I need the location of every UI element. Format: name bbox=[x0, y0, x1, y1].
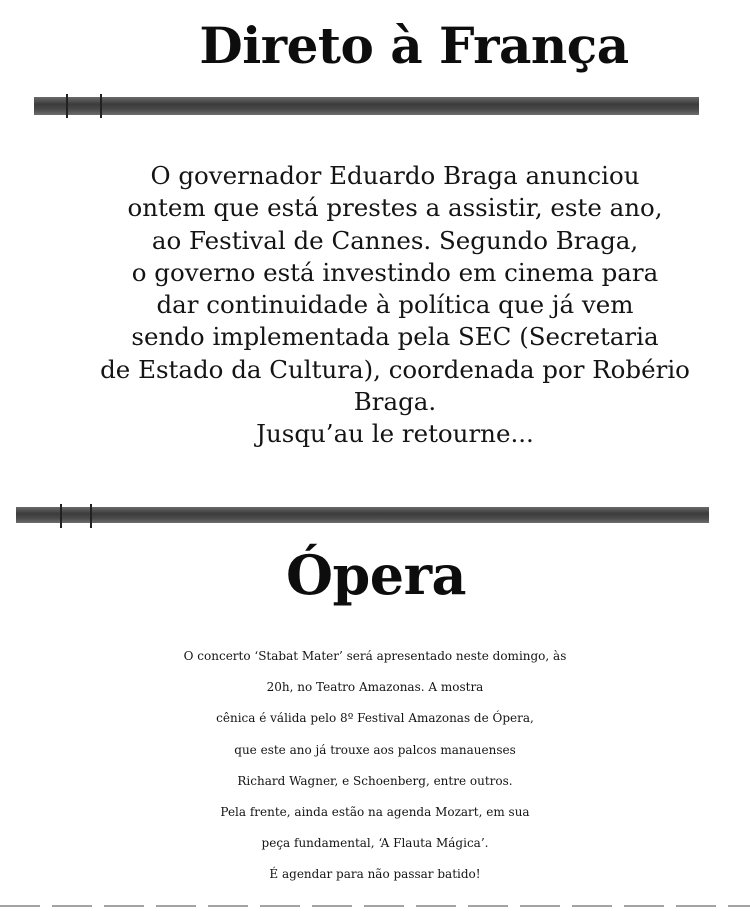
article-line: sendo implementada pela SEC (Secretaria bbox=[131, 322, 659, 352]
rule-tick-mark bbox=[100, 94, 102, 118]
article-line: Jusqu’au le retourne... bbox=[256, 419, 534, 449]
article-line: Braga. bbox=[353, 387, 437, 417]
article-line: Pela frente, ainda estão na agenda Mozart, em sua bbox=[220, 805, 530, 820]
article-line: O concerto ‘Stabat Mater’ será apresentado neste domingo, às bbox=[183, 649, 567, 663]
rule-tick-mark bbox=[60, 504, 62, 528]
article-line: O governador Eduardo Braga anunciou bbox=[150, 161, 640, 190]
article-body-opera bbox=[0, 641, 750, 891]
article-line: peça fundamental, ‘A Flauta Mágica’. bbox=[261, 836, 489, 851]
article-line: que este ano já trouxe aos palcos manauenses bbox=[234, 742, 516, 757]
article-body-direto-a-franca bbox=[0, 160, 750, 451]
rule-tick-mark bbox=[66, 94, 68, 118]
article-headline-opera: Ópera bbox=[285, 543, 467, 607]
article-headline-direto-a-franca: Direto à França bbox=[199, 16, 629, 75]
article-line: dar continuidade à política que já vem bbox=[156, 290, 634, 320]
section-divider-rule bbox=[34, 97, 699, 115]
article-line: de Estado da Cultura), coordenada por Robério bbox=[100, 354, 690, 384]
article-line: Richard Wagner, e Schoenberg, entre outros. bbox=[237, 773, 513, 788]
article-line: cênica é válida pelo 8º Festival Amazonas de Ópera, bbox=[216, 711, 534, 726]
article-line: ontem que está prestes a assistir, este ano, bbox=[127, 193, 663, 223]
section-divider-rule bbox=[16, 507, 709, 523]
bottom-edge-rule bbox=[0, 905, 750, 907]
article-line: É agendar para não passar batido! bbox=[269, 867, 481, 882]
article-line: o governo está investindo em cinema para bbox=[131, 257, 659, 287]
article-line: 20h, no Teatro Amazonas. A mostra bbox=[266, 680, 484, 695]
article-line: ao Festival de Cannes. Segundo Braga, bbox=[151, 225, 639, 255]
rule-tick-mark bbox=[90, 504, 92, 528]
